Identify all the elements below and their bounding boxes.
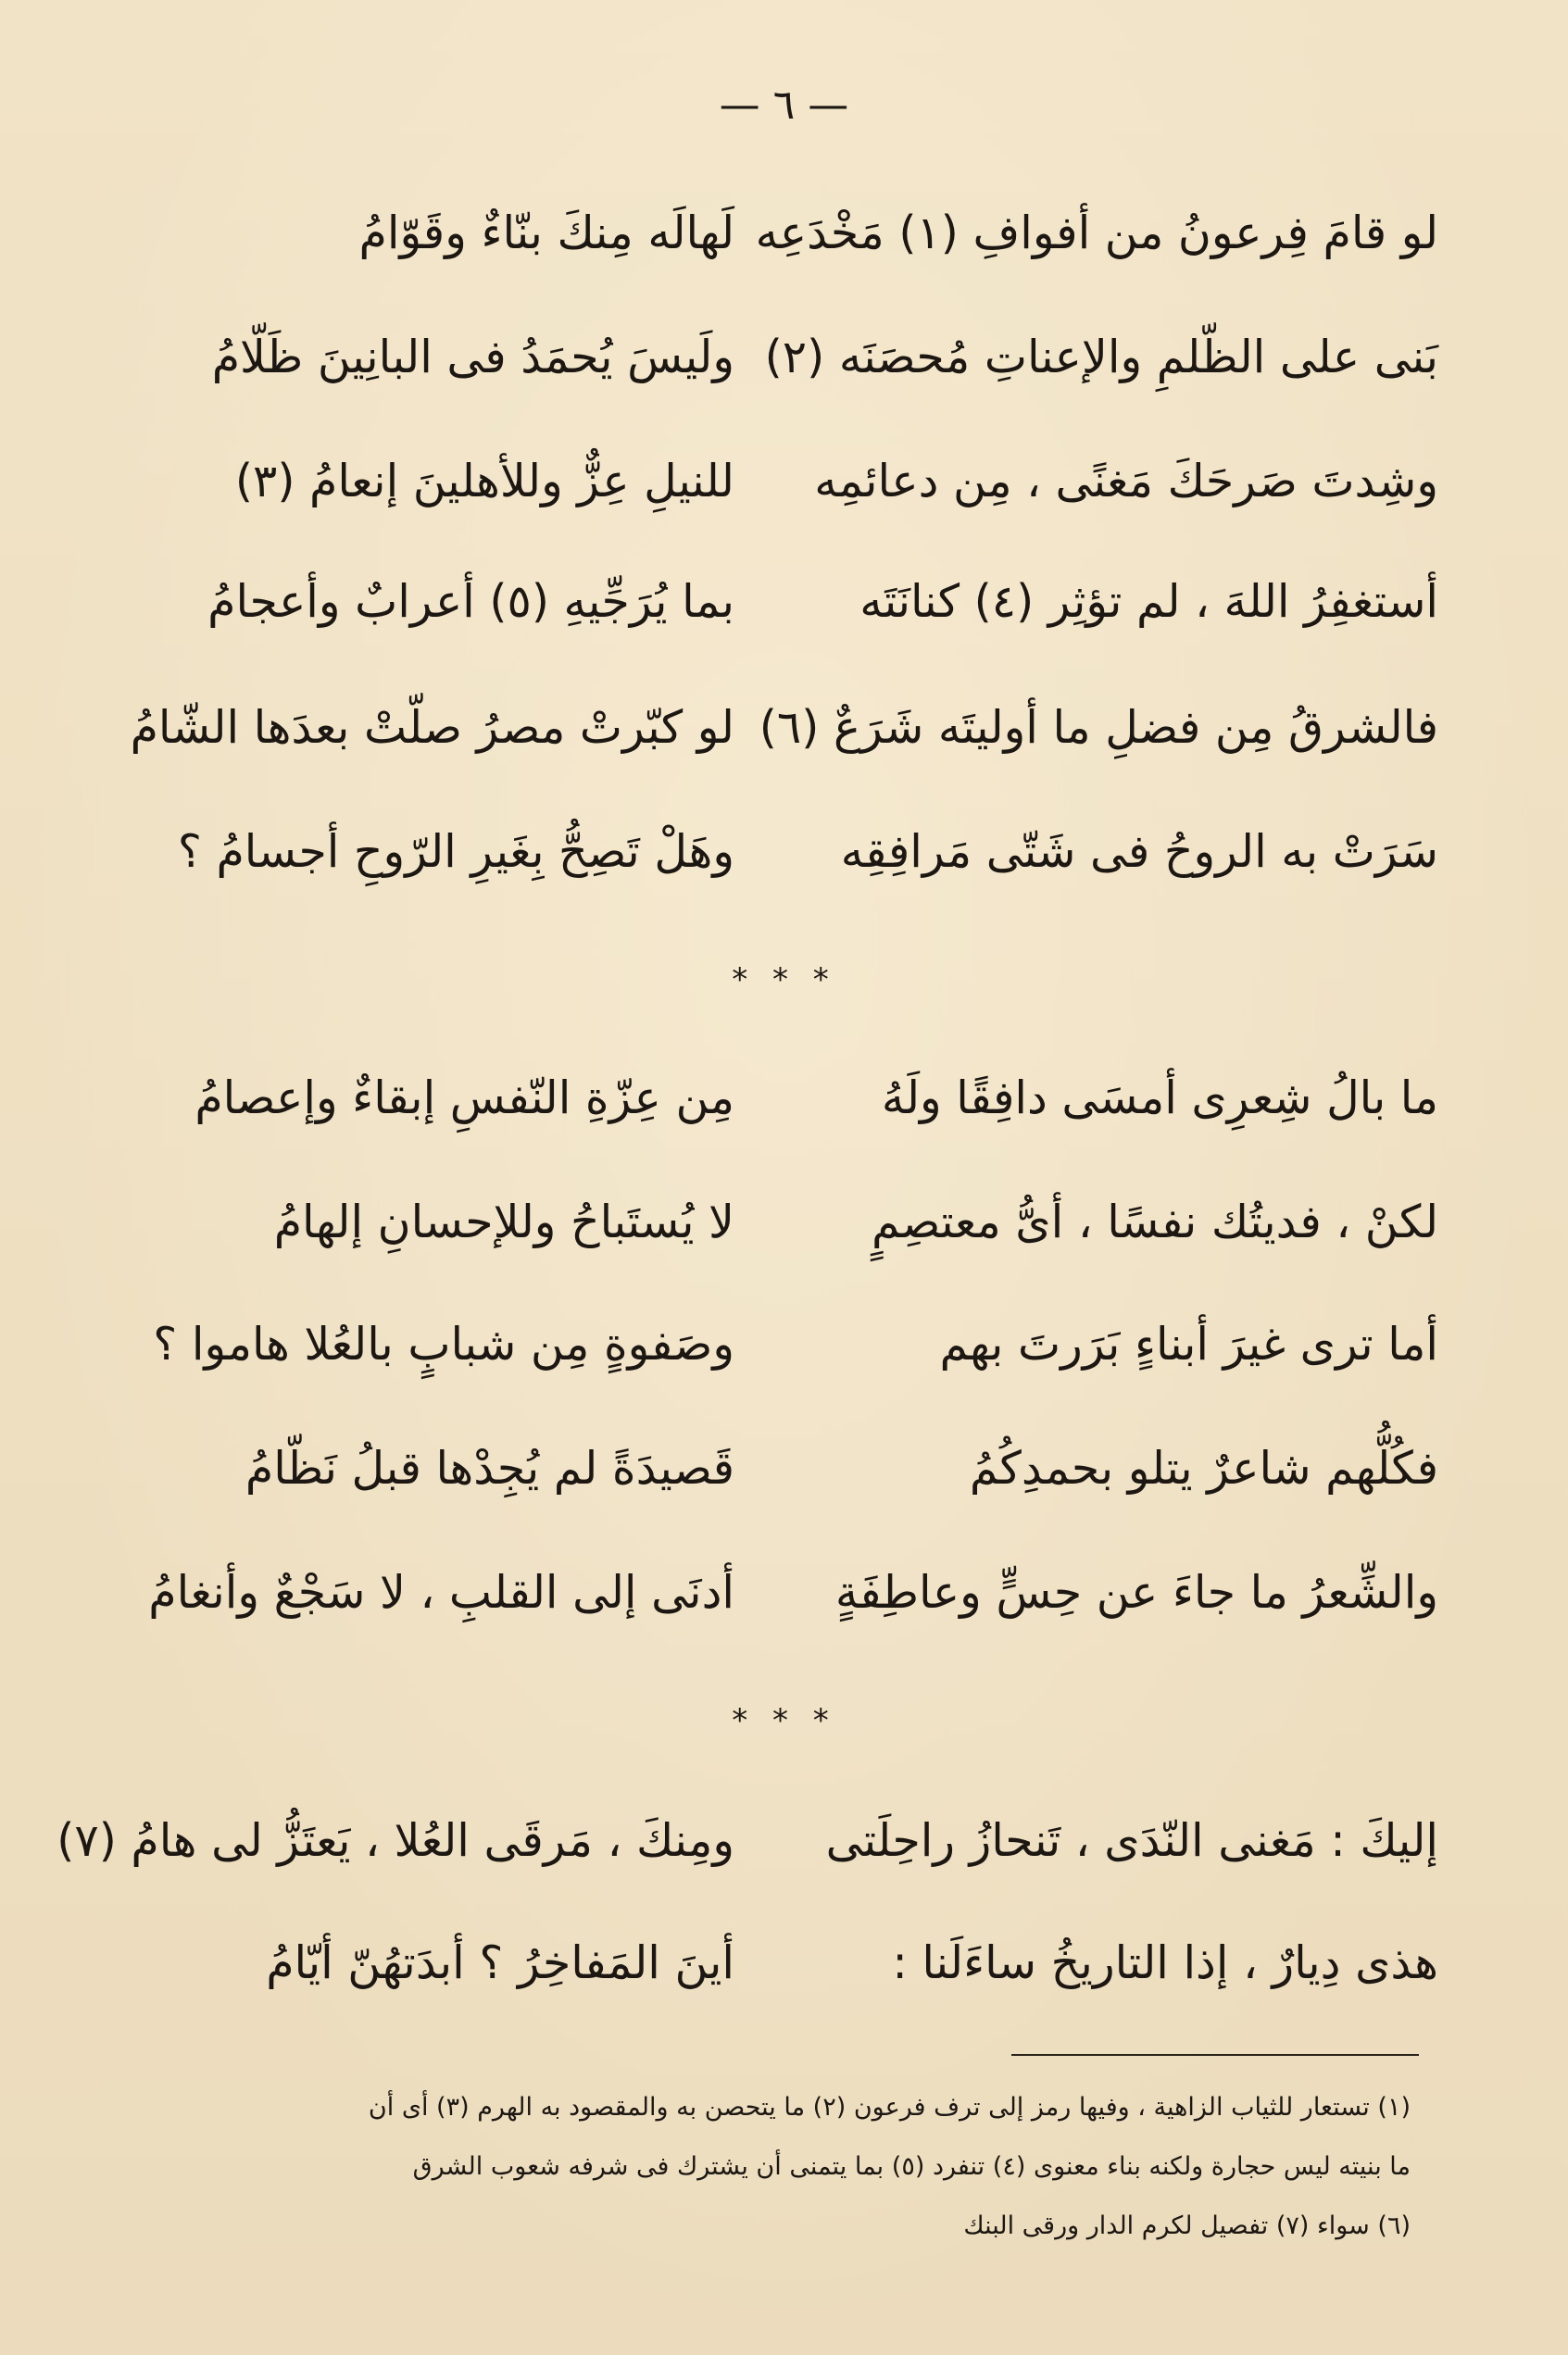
verse-3-first-hemistich: وشِدتَ صَرحَكَ مَغنًى ، مِن دعائمِه xyxy=(814,455,1438,507)
verse-6-first-hemistich: سَرَتْ به الروحُ فى شَتّى مَرافِقِه xyxy=(840,825,1438,878)
verse-7-first-hemistich: ما بالُ شِعرِى أمسَى دافِقًا ولَهُ xyxy=(881,1071,1438,1124)
verse-9-first-hemistich: أما ترى غيرَ أبناءٍ بَرَرتَ بهم xyxy=(939,1318,1438,1371)
verse-11-second-hemistich: أدنَى إلى القلبِ ، لا سَجْعٌ وأنغامُ xyxy=(148,1566,734,1619)
verse-10-second-hemistich: قَصيدَةً لم يُجِدْها قبلُ نَظّامُ xyxy=(245,1442,734,1495)
verse-13-second-hemistich: أينَ المَفاخِرُ ؟ أبدَتهُنّ أيّامُ xyxy=(266,1936,734,1989)
verse-3-second-hemistich: للنيلِ عِزٌّ وللأهلينَ إنعامُ (٣) xyxy=(234,455,734,507)
footnote-line: ما بنيته ليس حجارة ولكنه بناء معنوى (٤) تنفرد (٥) بما يتمنى أن يشترك فى شرفه شعوب الشرق xyxy=(412,2152,1411,2181)
footnote-divider xyxy=(1011,2054,1419,2056)
verse-4-first-hemistich: أستغفِرُ اللهَ ، لم تؤثِر (٤) كنانَتَه xyxy=(859,575,1438,628)
verse-10-first-hemistich: فكُلُّهم شاعرٌ يتلو بحمدِكُمُ xyxy=(969,1442,1438,1495)
verse-5-first-hemistich: فالشرقُ مِن فضلِ ما أوليتَه شَرَعٌ (٦) xyxy=(759,701,1438,754)
footnote-line: (٦) سواء (٧) تفصيل لكرم الدار ورقى البنك xyxy=(963,2211,1411,2240)
footnote-line: (١) تستعار للثياب الزاهية ، وفيها رمز إلى ترف فرعون (٢) ما يتحصن به والمقصود به الهرم (٣) أى أن xyxy=(368,2093,1411,2122)
verse-6-second-hemistich: وهَلْ تَصِحُّ بِغَيرِ الرّوحِ أجسامُ ؟ xyxy=(177,825,734,878)
verse-7-second-hemistich: مِن عِزّةِ النّفسِ إبقاءٌ وإعصامُ xyxy=(194,1071,734,1124)
verse-8-first-hemistich: لكنْ ، فديتُك نفسًا ، أىُّ معتصِمٍ xyxy=(871,1196,1438,1248)
verse-12-second-hemistich: ومِنكَ ، مَرقَى العُلا ، يَعتَزُّ لى هامُ (٧) xyxy=(56,1814,734,1867)
verse-9-second-hemistich: وصَفوةٍ مِن شبابٍ بالعُلا هاموا ؟ xyxy=(153,1318,734,1371)
verse-5-second-hemistich: لو كبّرتْ مصرُ صلّتْ بعدَها الشّامُ xyxy=(130,701,734,754)
stanza-separator: * * * xyxy=(732,961,836,998)
verse-2-first-hemistich: بَنى على الظّلمِ والإعناتِ مُحصَنَه (٢) xyxy=(764,331,1438,383)
verse-11-first-hemistich: والشِّعرُ ما جاءَ عن حِسٍّ وعاطِفَةٍ xyxy=(834,1566,1438,1619)
verse-2-second-hemistich: ولَيسَ يُحمَدُ فى البانِينَ ظَلّامُ xyxy=(211,331,734,383)
verse-1-first-hemistich: لو قامَ فِرعونُ من أفوافِ (١) مَخْدَعِه xyxy=(755,207,1438,259)
stanza-separator: * * * xyxy=(732,1702,836,1739)
verse-13-first-hemistich: هذى دِيارٌ ، إذا التاريخُ ساءَلَنا : xyxy=(892,1936,1438,1989)
verse-4-second-hemistich: بما يُرَجِّيهِ (٥) أعرابٌ وأعجامُ xyxy=(207,575,734,628)
verse-12-first-hemistich: إليكَ : مَغنى النّدَى ، تَنحازُ راحِلَتى xyxy=(825,1814,1438,1867)
verse-8-second-hemistich: لا يُستَباحُ وللإحسانِ إلهامُ xyxy=(273,1196,734,1248)
page-number: — ٦ — xyxy=(719,81,849,129)
verse-1-second-hemistich: لَهالَه مِنكَ بنّاءٌ وقَوّامُ xyxy=(358,207,734,259)
